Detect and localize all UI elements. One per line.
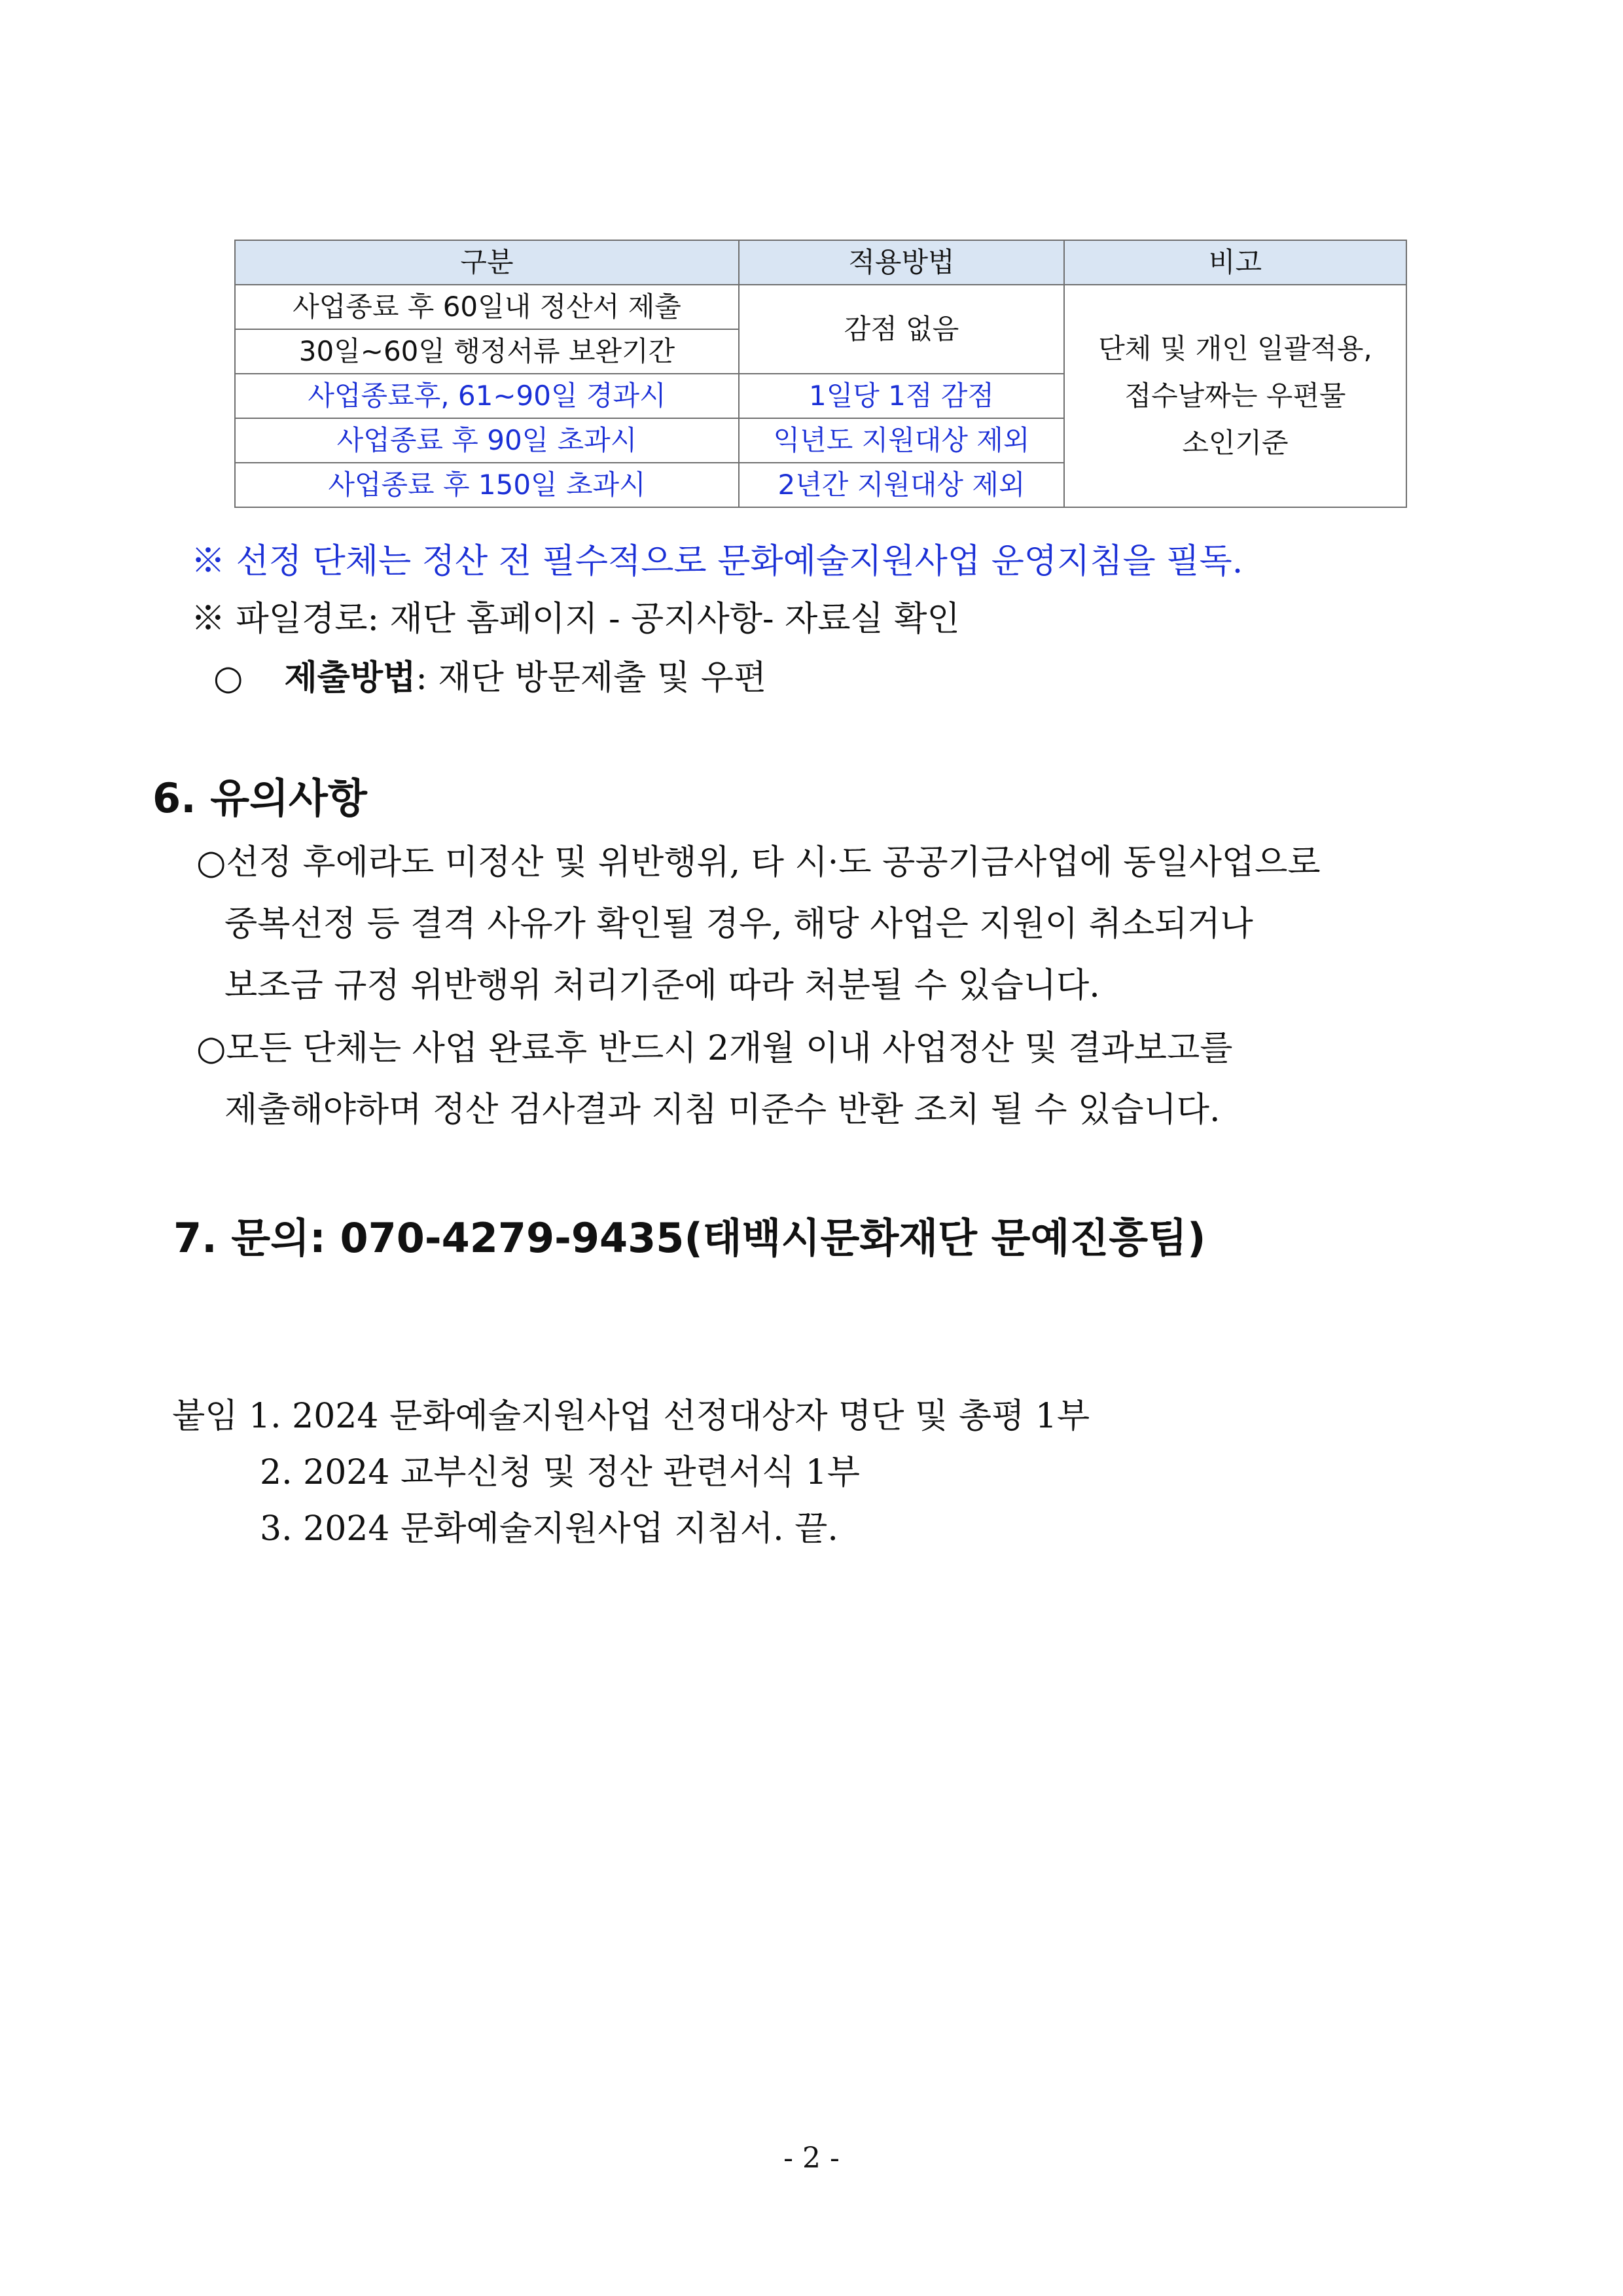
attachment-line: 붙임 1. 2024 문화예술지원사업 선정대상자 명단 및 총평 1부 <box>172 1397 1090 1436</box>
section6-bullet1-line: 보조금 규정 위반행위 처리기준에 따라 처분될 수 있습니다. <box>224 966 1100 1005</box>
section7-contact: 7. 문의: 070-4279-9435(태백시문화재단 문예진흥팀) <box>173 1214 1206 1262</box>
notice-required-reading: ※ 선정 단체는 정산 전 필수적으로 문화예술지원사업 운영지침을 필독. <box>191 542 1243 581</box>
table-cell-category: 사업종료 후 150일 초과시 <box>235 463 739 507</box>
table-cell-note <box>1064 285 1406 507</box>
table-header-note: 비고 <box>1064 240 1406 285</box>
section6-bullet1-line: ○선정 후에라도 미정산 및 위반행위, 타 시·도 공공기금사업에 동일사업으로 <box>196 843 1321 882</box>
table-cell-category: 사업종료후, 61~90일 경과시 <box>235 374 739 418</box>
penalty-table <box>234 240 1407 508</box>
page-number: - 2 - <box>783 2142 840 2175</box>
section6-bullet1-line: 중복선정 등 결격 사유가 확인될 경우, 해당 사업은 지원이 취소되거나 <box>224 905 1253 944</box>
table-cell-category: 30일~60일 행정서류 보완기간 <box>235 329 739 374</box>
note-line: 접수날짜는 우편물 <box>1124 380 1346 412</box>
table-cell-category: 사업종료 후 90일 초과시 <box>235 418 739 463</box>
note-line: 소인기준 <box>1182 427 1289 459</box>
table-cell-category: 사업종료 후 60일내 정산서 제출 <box>235 285 739 329</box>
table-header-method: 적용방법 <box>739 240 1064 285</box>
section6-title: 6. 유의사항 <box>152 774 367 822</box>
attachment-line: 3. 2024 문화예술지원사업 지침서. 끝. <box>260 1509 838 1549</box>
submission-method-label: 제출방법 <box>284 658 416 698</box>
attachment-line: 2. 2024 교부신청 및 정산 관련서식 1부 <box>260 1453 860 1492</box>
notice-file-path: ※ 파일경로: 재단 홈페이지 - 공지사항- 자료실 확인 <box>191 600 960 639</box>
table-cell-method: 익년도 지원대상 제외 <box>739 418 1064 463</box>
note-line: 단체 및 개인 일괄적용, <box>1098 332 1372 365</box>
section6-bullet2-line: ○모든 단체는 사업 완료후 반드시 2개월 이내 사업정산 및 결과보고를 <box>196 1029 1233 1068</box>
table-cell-method: 감점 없음 <box>739 285 1064 374</box>
section6-bullet2-line: 제출해야하며 정산 검사결과 지침 미준수 반환 조치 될 수 있습니다. <box>224 1090 1221 1130</box>
bullet-icon: ○ <box>213 658 243 698</box>
submission-method-text: : 재단 방문제출 및 우편 <box>416 658 767 698</box>
table-cell-method: 1일당 1점 감점 <box>739 374 1064 418</box>
table-row <box>235 285 1406 329</box>
submission-method <box>213 655 766 702</box>
table-cell-method: 2년간 지원대상 제외 <box>739 463 1064 507</box>
table-header-category: 구분 <box>235 240 739 285</box>
table-header-row <box>235 240 1406 285</box>
